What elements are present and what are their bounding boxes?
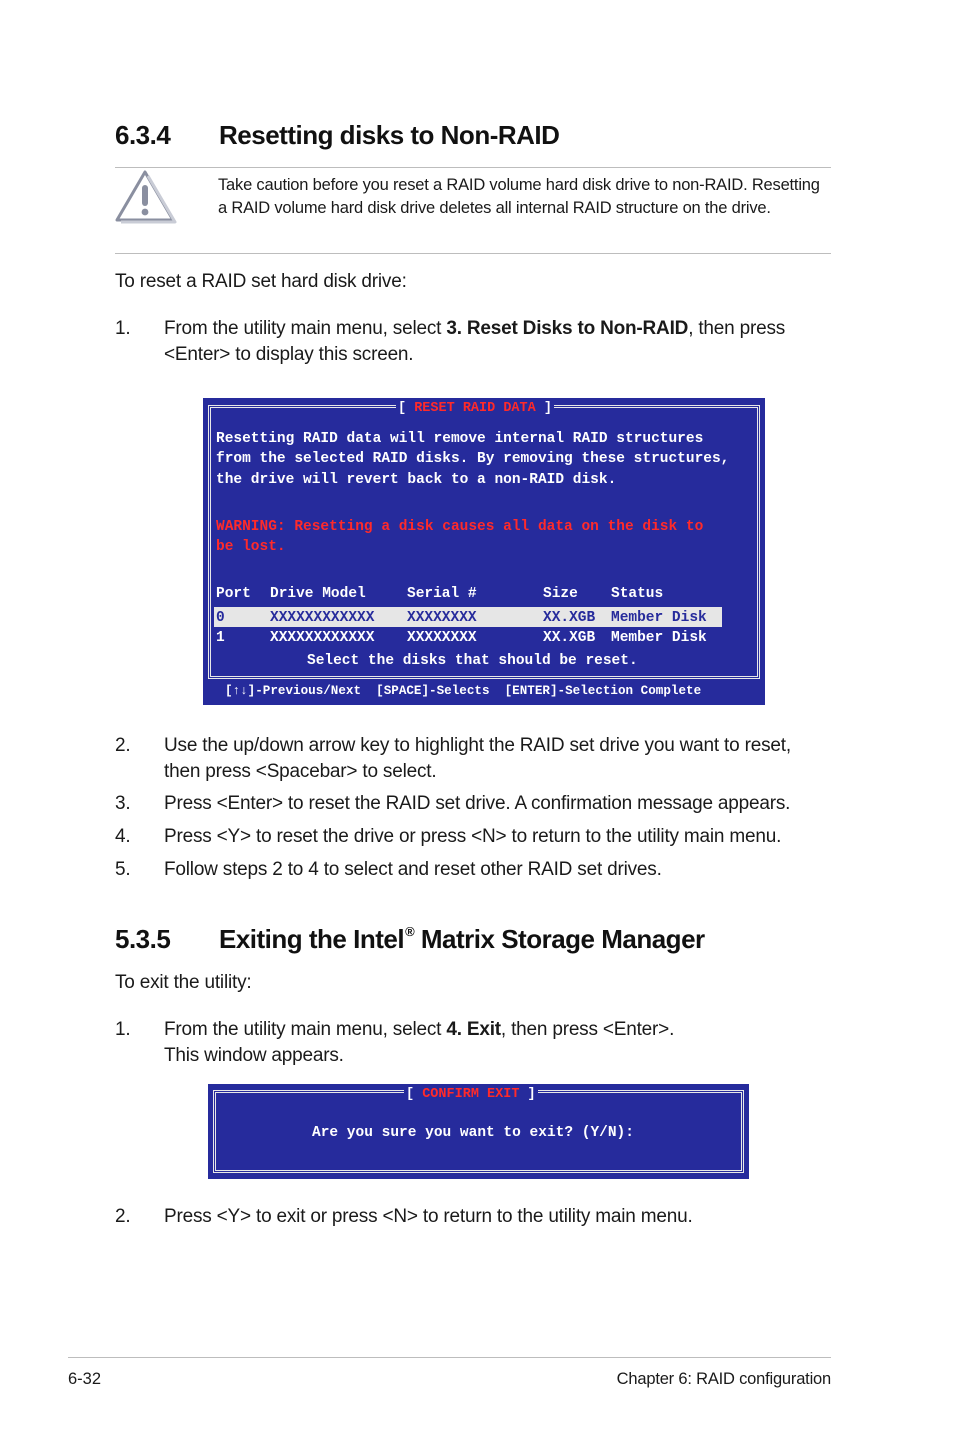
row-size: XX.XGB xyxy=(543,610,596,626)
section-number: 5.3.5 xyxy=(115,924,171,954)
col-size: Size xyxy=(543,586,578,602)
section-heading-exit xyxy=(115,924,705,955)
info-line-3: the drive will revert back to a non-RAID disk. xyxy=(216,472,617,488)
warning-line-1: WARNING: Resetting a disk causes all data on the disk to xyxy=(216,519,704,535)
row-model: XXXXXXXXXXXX xyxy=(270,610,375,626)
row-status: Member Disk xyxy=(611,630,707,646)
step-3-reset: 3. Press <Enter> to reset the RAID set drive. A confirmation message appears. xyxy=(115,793,791,814)
section-title: Exiting the Intel® Matrix Storage Manager xyxy=(219,924,705,954)
menu-option-exit: 4. Exit xyxy=(446,1019,501,1040)
col-drive-model: Drive Model xyxy=(270,586,366,602)
info-line-2: from the selected RAID disks. By removing these structures, xyxy=(216,451,730,467)
exit-intro-text: To exit the utility: xyxy=(115,972,252,993)
warning-line-2: be lost. xyxy=(216,539,286,555)
reset-raid-data-screen xyxy=(203,398,765,705)
confirm-exit-screen xyxy=(208,1084,749,1179)
screen-key-help: [↑↓]-Previous/Next [SPACE]-Selects [ENTER]-Selection Complete xyxy=(225,684,702,698)
col-port: Port xyxy=(216,586,251,602)
disk-row-0[interactable] xyxy=(214,607,722,627)
step-2-reset: 2. Use the up/down arrow key to highlight the RAID set drive you want to reset, then press <Spacebar> to select. xyxy=(115,735,791,782)
intro-text: To reset a RAID set hard disk drive: xyxy=(115,271,407,292)
menu-option-reset-disks: 3. Reset Disks to Non-RAID xyxy=(446,318,689,339)
info-line-1: Resetting RAID data will remove internal RAID structures xyxy=(216,431,704,447)
section-title: Resetting disks to Non-RAID xyxy=(219,120,560,150)
row-port: 1 xyxy=(216,630,225,646)
step-5-reset: 5. Follow steps 2 to 4 to select and reset other RAID set drives. xyxy=(115,859,662,880)
screen-title: [ RESET RAID DATA ] xyxy=(398,401,552,416)
row-size: XX.XGB xyxy=(543,630,596,646)
step-2-exit: 2. Press <Y> to exit or press <N> to return to the utility main menu. xyxy=(115,1206,693,1227)
row-serial: XXXXXXXX xyxy=(407,610,477,626)
caution-bottom-rule xyxy=(115,253,831,254)
caution-icon xyxy=(113,168,177,226)
step-1-exit: 1. From the utility main menu, select 4. Exit, then press <Enter>. This window appears. xyxy=(115,1019,675,1066)
caution-text: Take caution before you reset a RAID volume hard disk drive to non-RAID. Resetting a RAID volume hard disk drive deletes all internal RAID structure on the drive. xyxy=(218,176,820,217)
step-text: From the utility main menu, select 3. Reset Disks to Non-RAID, then press <Enter> to display this screen. xyxy=(164,318,786,365)
row-status: Member Disk xyxy=(611,610,707,626)
exit-prompt: Are you sure you want to exit? (Y/N): xyxy=(312,1125,634,1141)
chapter-title: Chapter 6: RAID configuration xyxy=(616,1370,831,1388)
row-model: XXXXXXXXXXXX xyxy=(270,630,375,646)
footer-rule xyxy=(68,1357,831,1358)
disk-row-1[interactable] xyxy=(214,628,722,648)
select-prompt: Select the disks that should be reset. xyxy=(307,653,638,669)
step-4-reset: 4. Press <Y> to reset the drive or press <N> to return to the utility main menu. xyxy=(115,826,782,847)
row-port: 0 xyxy=(216,610,225,626)
col-serial: Serial # xyxy=(407,586,477,602)
step-number: 1. xyxy=(115,318,131,339)
caution-top-rule xyxy=(115,167,831,168)
col-status: Status xyxy=(611,586,664,602)
screen-title: [ CONFIRM EXIT ] xyxy=(406,1087,536,1102)
section-heading-reset xyxy=(115,120,559,151)
row-serial: XXXXXXXX xyxy=(407,630,477,646)
section-number: 6.3.4 xyxy=(115,120,171,150)
page-number: 6-32 xyxy=(68,1370,102,1388)
step-1-reset xyxy=(115,316,831,368)
